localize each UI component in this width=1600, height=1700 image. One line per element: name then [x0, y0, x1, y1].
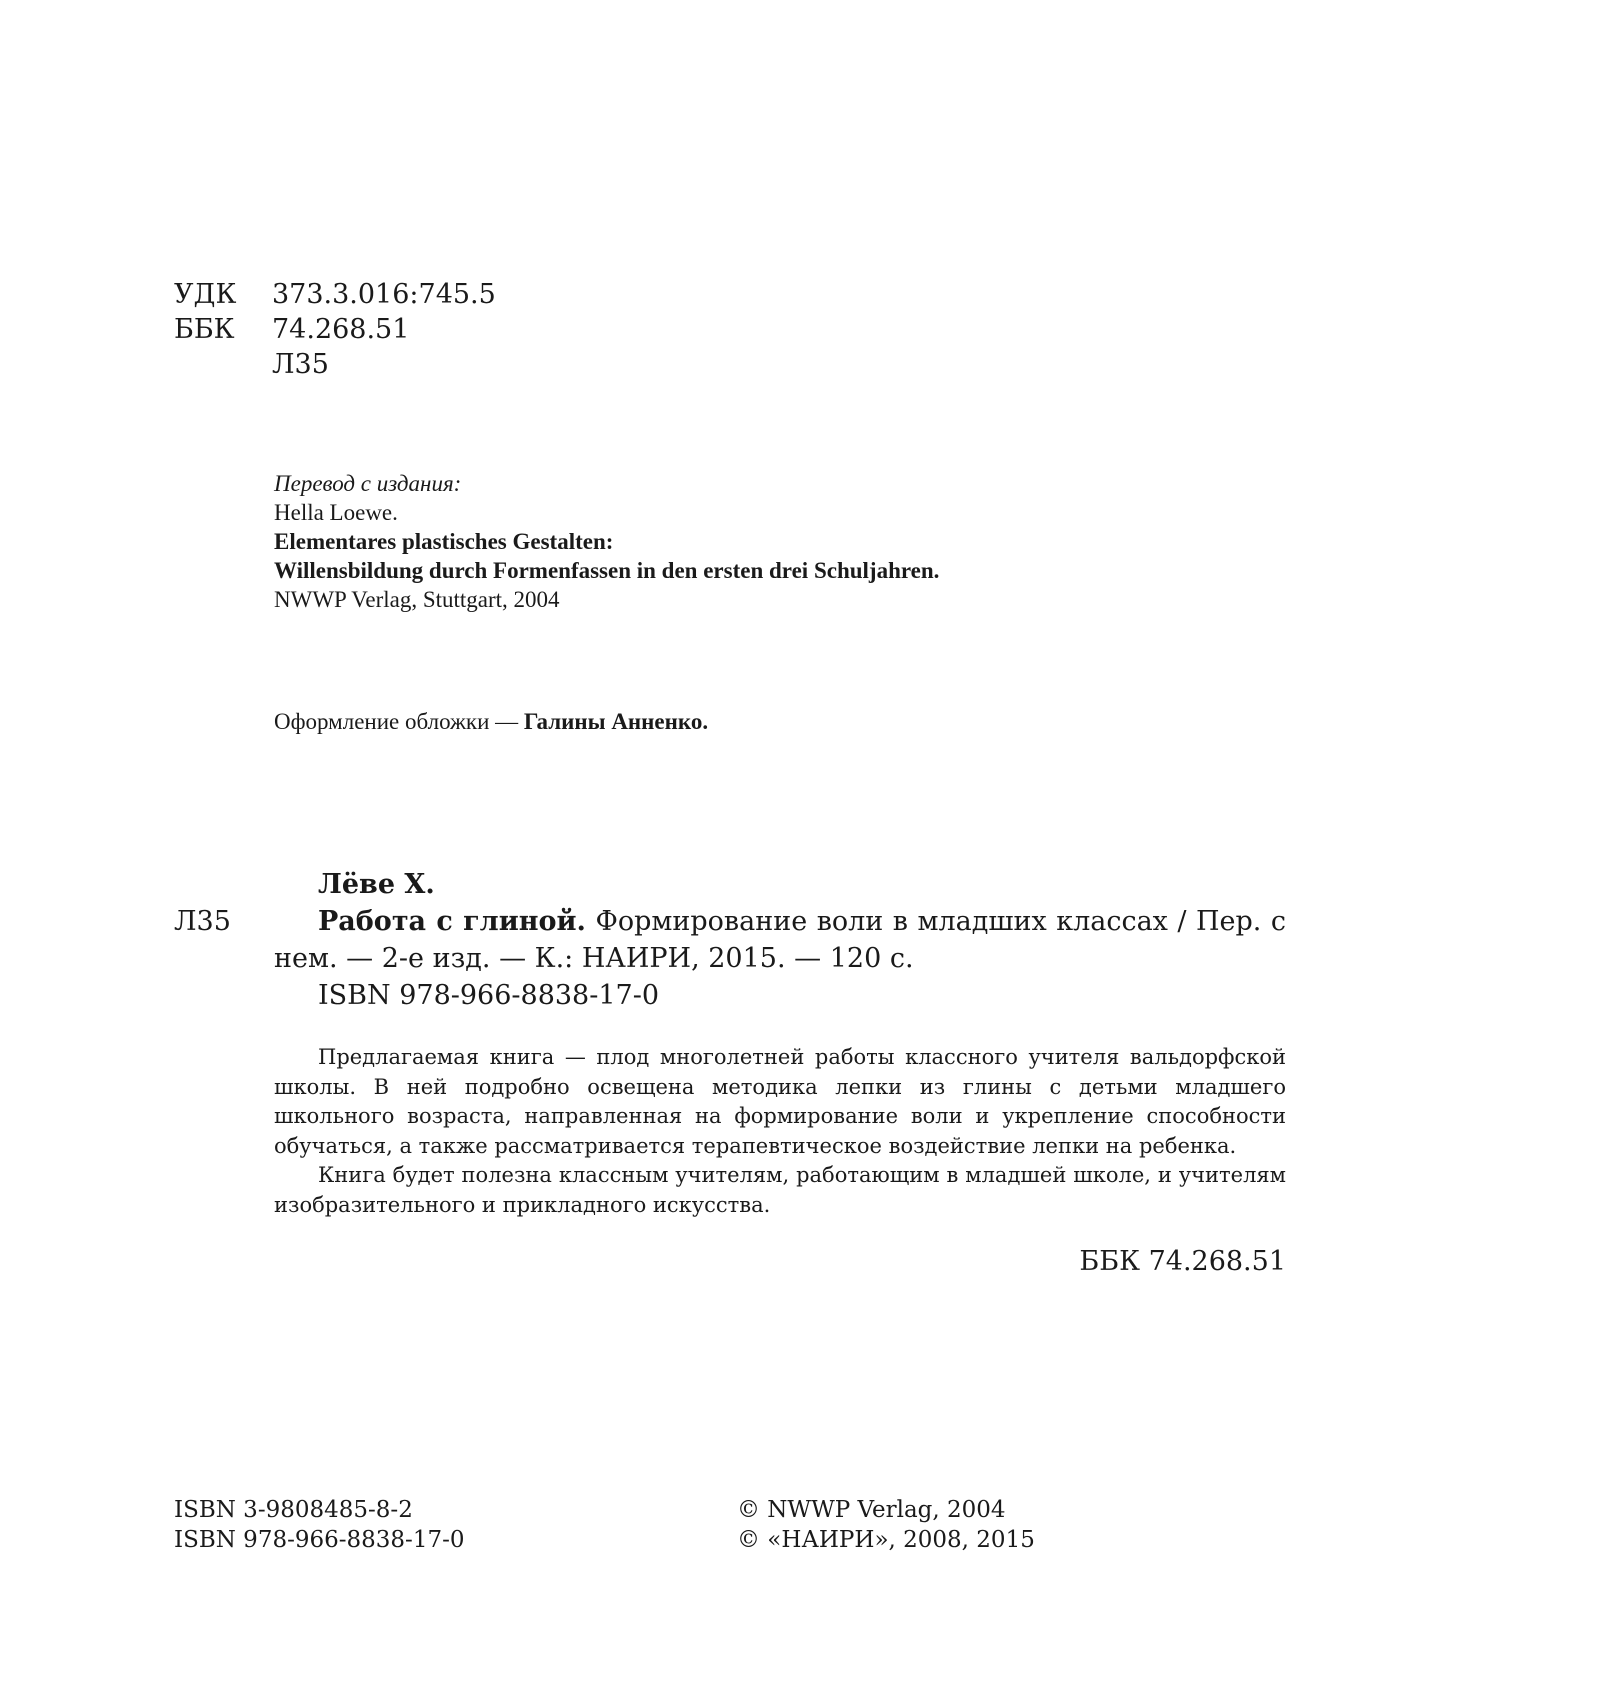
footer-copyright-2: © «НАИРИ», 2008, 2015 [737, 1527, 1035, 1553]
card-author: Лёве Х. [318, 869, 435, 900]
card-isbn: ISBN 978-966-8838-17-0 [318, 980, 660, 1011]
footer-copyright-1: © NWWP Verlag, 2004 [737, 1497, 1006, 1523]
card-mark: Л35 [174, 906, 231, 937]
bbk-value: 74.268.51 [272, 314, 410, 345]
card-title: Работа с глиной. [318, 906, 586, 937]
annotation-paragraph-2: Книга будет полезна классным учителям, работающим в младшей школе, и учителям изобразительного и прикладного искусства. [274, 1163, 1286, 1217]
card-bbk: ББК 74.268.51 [1079, 1246, 1286, 1277]
cover-design-label: Оформление обложки — [274, 709, 524, 734]
original-title-line1: Elementares plastisches Gestalten: [274, 529, 614, 554]
bbk-label: ББК [174, 314, 235, 345]
footer-isbn-2: ISBN 978-966-8838-17-0 [174, 1527, 465, 1553]
original-author: Hella Loewe. [274, 500, 398, 525]
footer-isbn-1: ISBN 3-9808485-8-2 [174, 1497, 413, 1523]
original-edition-heading: Перевод с издания: [274, 471, 462, 496]
original-publisher: NWWP Verlag, Stuttgart, 2004 [274, 587, 560, 612]
original-title-line2: Willensbildung durch Formenfassen in den ersten drei Schuljahren. [274, 558, 940, 583]
annotation [274, 1043, 1286, 1220]
card-description [274, 903, 1286, 977]
cover-design-credit [274, 709, 708, 735]
author-mark: Л35 [272, 349, 329, 380]
annotation-paragraph-1: Предлагаемая книга — плод многолетней работы классного учителя вальдорфской школы. В ней подробно освещена методика лепки из глины с детьми младшего школьного возраста, направленная на формирование воли и укрепление способности обучаться, а также рассматривается терапевтическое воздействие лепки на ребенка. [274, 1045, 1286, 1158]
udk-value: 373.3.016:745.5 [272, 279, 496, 310]
card-details: Формирование воли в младших классах / Пер. с нем. — 2-е изд. — К.: НАИРИ, 2015. — 120 с. [274, 906, 1287, 974]
udk-label: УДК [174, 279, 237, 310]
cover-designer-name: Галины Анненко. [523, 709, 709, 734]
